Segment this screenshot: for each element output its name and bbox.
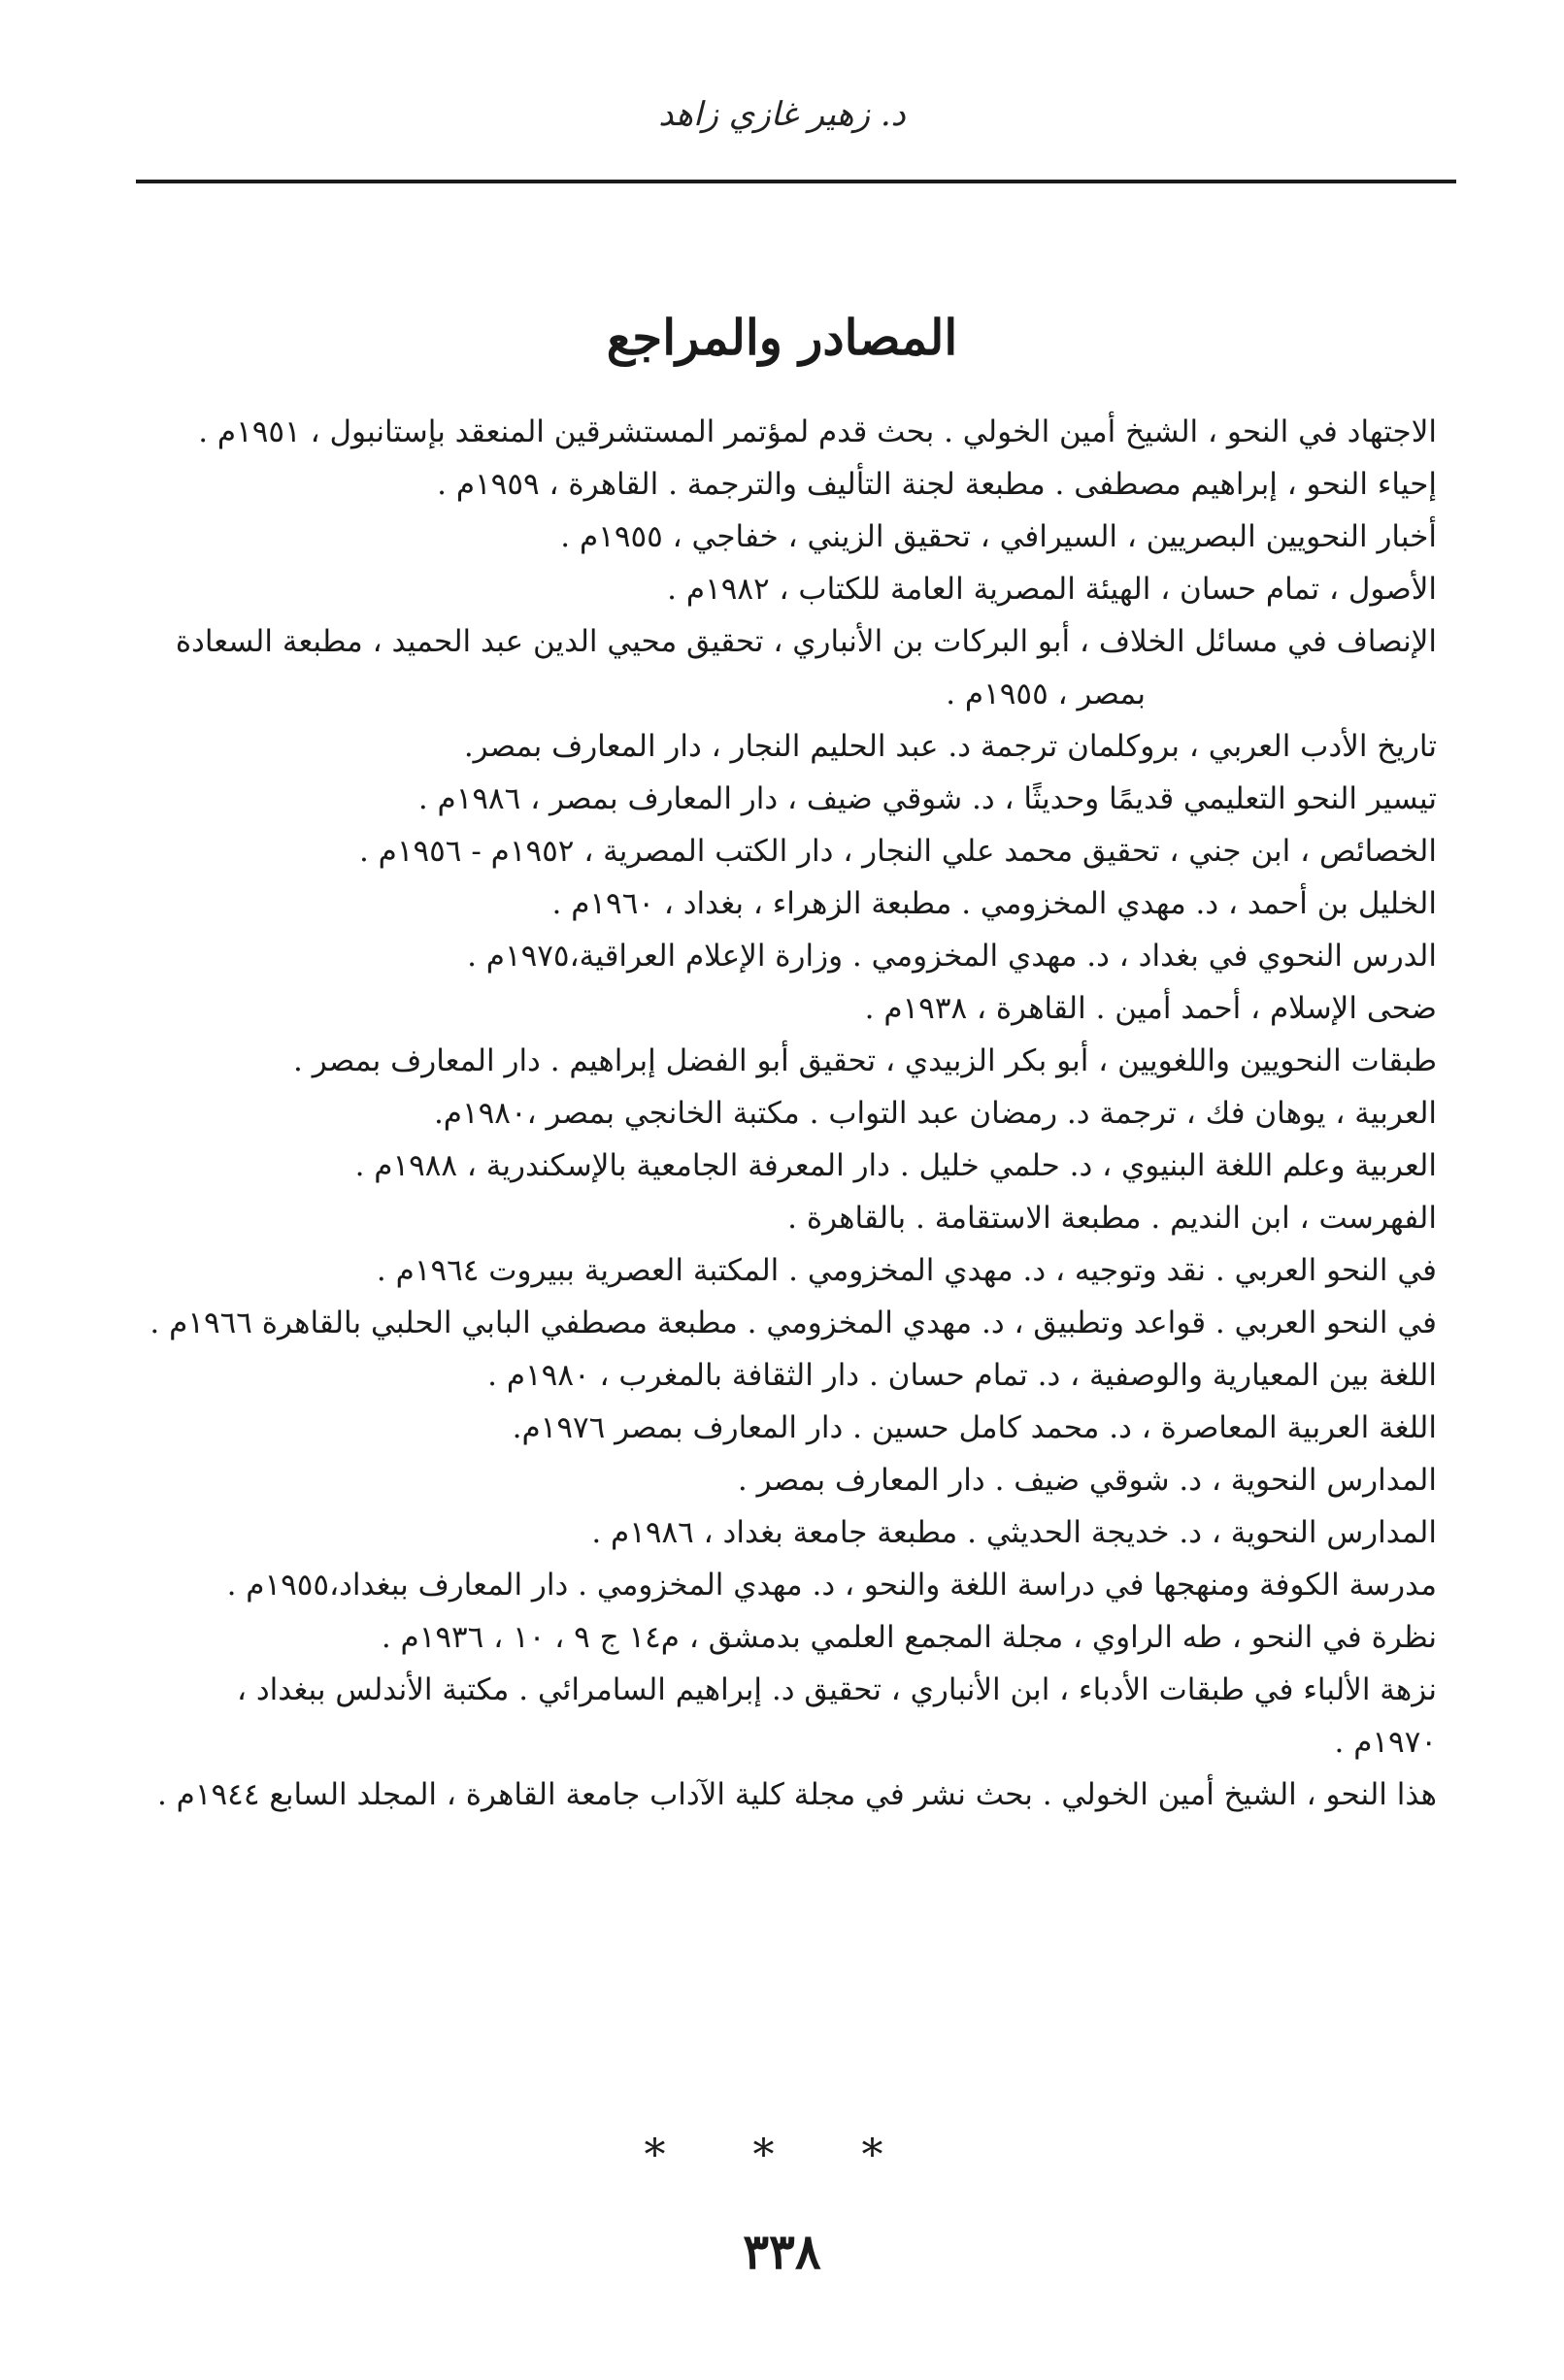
reference-item: إحياء النحو ، إبراهيم مصطفى . مطبعة لجنة التأليف والترجمة . القاهرة ، ١٩٥٩م . bbox=[437, 467, 1437, 502]
reference-item: ضحى الإسلام ، أحمد أمين . القاهرة ، ١٩٣٨م . bbox=[864, 991, 1437, 1026]
reference-item: الدرس النحوي في بغداد ، د. مهدي المخزومي . وزارة الإعلام العراقية،١٩٧٥م . bbox=[467, 939, 1437, 974]
header-rule bbox=[136, 180, 1456, 183]
reference-item: الخليل بن أحمد ، د. مهدي المخزومي . مطبعة الزهراء ، بغداد ، ١٩٦٠م . bbox=[551, 886, 1437, 921]
reference-item: الفهرست ، ابن النديم . مطبعة الاستقامة . بالقاهرة . bbox=[787, 1201, 1437, 1236]
reference-item: تيسير النحو التعليمي قديمًا وحديثًا ، د. شوقي ضيف ، دار المعارف بمصر ، ١٩٨٦م . bbox=[417, 781, 1437, 816]
running-header-author: د. زهير غازي زاهد bbox=[658, 95, 906, 134]
reference-item: المدارس النحوية ، د. خديجة الحديثي . مطبعة جامعة بغداد ، ١٩٨٦م . bbox=[591, 1515, 1437, 1550]
reference-item: العربية ، يوهان فك ، ترجمة د. رمضان عبد التواب . مكتبة الخانجي بمصر ،١٩٨٠م. bbox=[433, 1096, 1437, 1131]
reference-item: نظرة في النحو ، طه الراوي ، مجلة المجمع العلمي بدمشق ، م١٤ ج ٩ ، ١٠ ، ١٩٣٦م . bbox=[381, 1620, 1437, 1655]
reference-item: في النحو العربي . نقد وتوجيه ، د. مهدي المخزومي . المكتبة العصرية ببيروت ١٩٦٤م . bbox=[376, 1253, 1437, 1288]
reference-item: طبقات النحويين واللغويين ، أبو بكر الزبيدي ، تحقيق أبو الفضل إبراهيم . دار المعارف بمصر . bbox=[293, 1043, 1437, 1078]
references-list bbox=[146, 406, 1437, 1821]
reference-item: نزهة الألباء في طبقات الأدباء ، ابن الأنباري ، تحقيق د. إبراهيم السامرائي . مكتبة الأندلس ببغداد ، ١٩٧٠م . bbox=[236, 1672, 1437, 1760]
reference-item: تاريخ الأدب العربي ، بروكلمان ترجمة د. عبد الحليم النجار ، دار المعارف بمصر. bbox=[463, 729, 1437, 764]
section-title: المصادر والمراجع bbox=[606, 309, 958, 366]
reference-item: اللغة العربية المعاصرة ، د. محمد كامل حسين . دار المعارف بمصر ١٩٧٦م. bbox=[512, 1410, 1437, 1445]
reference-item: الاجتهاد في النحو ، الشيخ أمين الخولي . بحث قدم لمؤتمر المستشرقين المنعقد بإستانبول ، ١٩٥١م . bbox=[198, 414, 1437, 449]
section-separator: * * * bbox=[644, 2131, 920, 2180]
page-number: ٣٣٨ bbox=[743, 2223, 821, 2280]
reference-item bbox=[146, 615, 1437, 720]
reference-item: أخبار النحويين البصريين ، السيرافي ، تحقيق الزيني ، خفاجي ، ١٩٥٥م . bbox=[560, 519, 1437, 554]
reference-text: الإنصاف في مسائل الخلاف ، أبو البركات بن الأنباري ، تحقيق محيي الدين عبد الحميد ، مطبعة السعادة bbox=[175, 624, 1437, 659]
reference-item: المدارس النحوية ، د. شوقي ضيف . دار المعارف بمصر . bbox=[737, 1463, 1437, 1498]
reference-item: اللغة بين المعيارية والوصفية ، د. تمام حسان . دار الثقافة بالمغرب ، ١٩٨٠م . bbox=[487, 1358, 1437, 1393]
reference-item: هذا النحو ، الشيخ أمين الخولي . بحث نشر في مجلة كلية الآداب جامعة القاهرة ، المجلد السابع ١٩٤٤م . bbox=[156, 1777, 1437, 1812]
reference-item: الخصائص ، ابن جني ، تحقيق محمد علي النجار ، دار الكتب المصرية ، ١٩٥٢م - ١٩٥٦م . bbox=[358, 834, 1437, 869]
reference-continuation: بمصر ، ١٩٥٥م . bbox=[946, 677, 1146, 711]
reference-item: مدرسة الكوفة ومنهجها في دراسة اللغة والنحو ، د. مهدي المخزومي . دار المعارف ببغداد،١٩٥٥م . bbox=[226, 1568, 1437, 1603]
reference-item: الأصول ، تمام حسان ، الهيئة المصرية العامة للكتاب ، ١٩٨٢م . bbox=[667, 572, 1437, 607]
reference-item: في النحو العربي . قواعد وتطبيق ، د. مهدي المخزومي . مطبعة مصطفي البابي الحلبي بالقاهرة ١٩٦٦م . bbox=[150, 1306, 1437, 1340]
reference-item: العربية وعلم اللغة البنيوي ، د. حلمي خليل . دار المعرفة الجامعية بالإسكندرية ، ١٩٨٨م . bbox=[354, 1148, 1437, 1183]
